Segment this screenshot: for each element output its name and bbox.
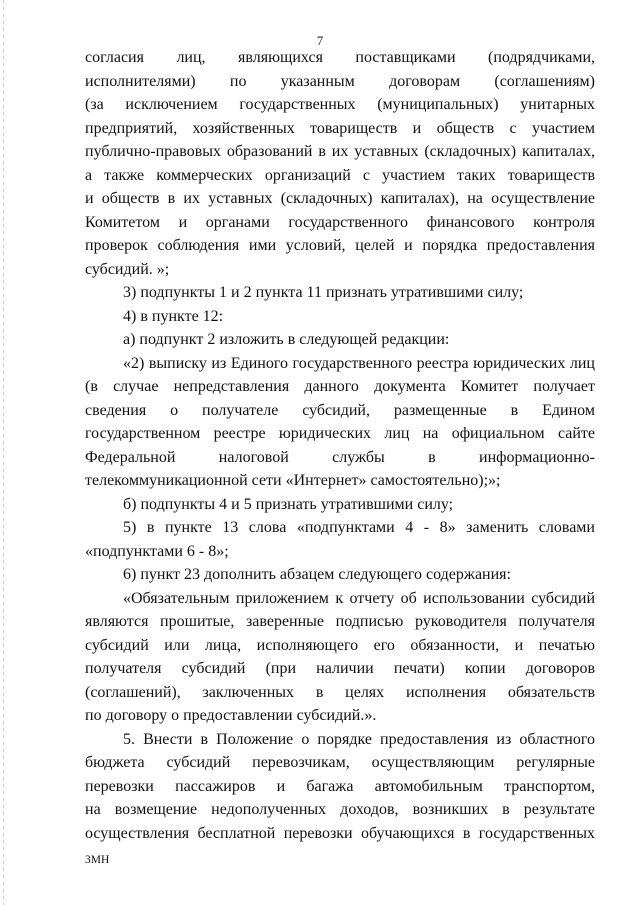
text-line: Федеральной налоговой службы в информационно-	[85, 448, 595, 466]
page-number: 7	[316, 34, 324, 48]
text-line: б) подпункты 4 и 5 признать утратившими силу;	[123, 495, 454, 513]
text-line: исполнителями) по указанным договорам (соглашениям)	[85, 72, 595, 90]
text-line: 5) в пункте 13 слова «подпунктами 4 - 8» заменить словами	[123, 519, 595, 536]
text-line: перевозки пассажиров и багажа автомобильным транспортом,	[85, 777, 595, 795]
text-line: на возмещение недополученных доходов, возникших в результате	[85, 801, 595, 818]
text-line: субсидий. »;	[85, 260, 170, 278]
text-line: согласия лиц, являющихся поставщиками (подрядчиками,	[85, 49, 595, 66]
text-line: предприятий, хозяйственных товариществ и обществ с участием	[85, 119, 595, 137]
text-line: сведения о получателе субсидий, размещенные в Едином	[85, 401, 595, 419]
text-line: по договору о предоставлении субсидий.».	[85, 707, 377, 724]
text-line: (в случае непредставления данного документа Комитет получает	[85, 378, 595, 395]
text-line: а) подпункт 2 изложить в следующей редакции:	[123, 331, 450, 348]
text-line: 4) в пункте 12:	[123, 307, 224, 325]
text-line: субсидий или лица, исполняющего его обязанности, и печатью	[85, 636, 595, 654]
text-line: 3) подпункты 1 и 2 пункта 11 признать утратившими силу;	[123, 284, 524, 301]
text-line: и обществ в их уставных (складочных) капиталах), на осуществление	[85, 190, 595, 207]
text-line: являются прошитые, заверенные подписью руководителя получателя	[85, 613, 595, 630]
text-line: «Обязательным приложением к отчету об использовании субсидий	[123, 589, 595, 607]
text-line: «подпунктами 6 - 8»;	[85, 542, 229, 560]
text-line: государственном реестре юридических лиц на официальном сайте	[85, 425, 595, 442]
footer-code: 3МН	[85, 854, 110, 866]
text-line: «2) выписку из Единого государственного реестра юридических лиц	[123, 354, 595, 372]
document-body	[85, 46, 595, 845]
text-line: получателя субсидий (при наличии печати) копии договоров	[85, 660, 595, 677]
text-line: телекоммуникационной сети «Интернет» самостоятельно);»;	[85, 472, 501, 489]
text-line: бюджета субсидий перевозчикам, осуществляющим регулярные	[85, 754, 595, 771]
text-line: осуществления бесплатной перевозки обучающихся в государственных	[85, 824, 595, 842]
text-line: проверок соблюдения ими условий, целей и порядка предоставления	[85, 237, 595, 254]
text-line: Комитетом и органами государственного финансового контроля	[85, 213, 595, 231]
text-line: а также коммерческих организаций с участием таких товариществ	[85, 166, 595, 184]
scan-edge-artifact	[3, 0, 4, 905]
text-line: (соглашений), заключенных в целях исполнения обязательств	[85, 683, 595, 701]
text-line: (за исключением государственных (муниципальных) унитарных	[85, 96, 595, 113]
text-line: 5. Внести в Положение о порядке предоставления из областного	[123, 730, 595, 748]
text-line: 6) пункт 23 дополнить абзацем следующего содержания:	[123, 566, 511, 583]
text-line: публично-правовых образований в их уставных (складочных) капиталах,	[85, 143, 595, 160]
